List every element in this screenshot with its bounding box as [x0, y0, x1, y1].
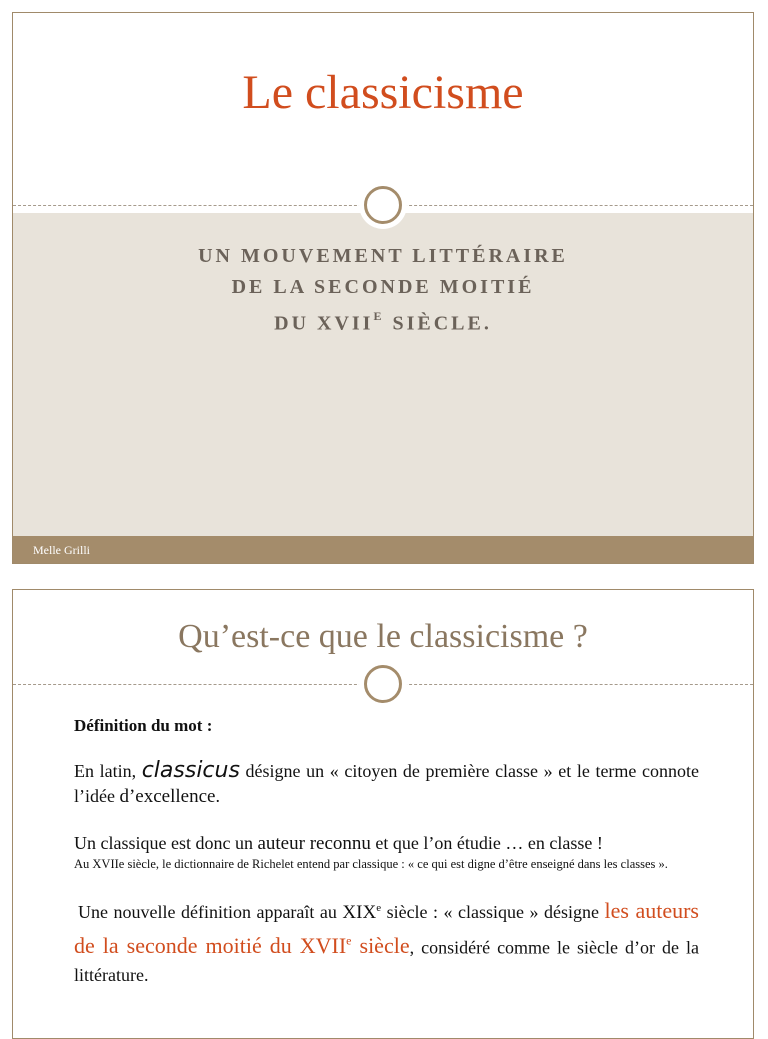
subtitle-line: UN MOUVEMENT LITTÉRAIRE [198, 245, 568, 267]
circle-ornament-icon [359, 181, 407, 229]
slide-subtitle [13, 241, 753, 340]
slide-body [74, 716, 699, 989]
definition-heading: Définition du mot : [74, 716, 213, 735]
subtitle-line: DE LA SECONDE MOITIÉ [231, 276, 535, 298]
paragraph-latin: En latin, classicus désigne un « citoyen de première classe » et le terme connote l’idée d’excellence. [74, 758, 699, 807]
paragraph-nouvelle-definition: Une nouvelle définition apparaît au XIXe siècle : « classique » désigne les auteurs de la seconde moitié du XVIIe siècle, considéré comme le siècle d’or de la littérature. [74, 898, 699, 986]
title-slide [12, 12, 754, 564]
subtitle-line: DU $XVII^E$ SIÈCLE. [274, 309, 492, 335]
content-slide [12, 589, 754, 1039]
paragraph-classique: Un classique est donc un auteur reconnu et que l’on étudie … en classe ! [74, 833, 603, 854]
footer-bar [13, 536, 753, 564]
slide-title: Le classicisme [242, 66, 524, 119]
highlight-auteurs: les auteurs de la seconde moitié du XVIIe siècle [74, 898, 699, 959]
richelet-note: Au XVIIe siècle, le dictionnaire de Richelet entend par classique : « ce qui est digne d’être enseigné dans les classes ». [74, 857, 668, 871]
footer-author: Melle Grilli [33, 543, 90, 557]
circle-ornament-icon [359, 660, 407, 708]
slide-title: Qu’est-ce que le classicisme ? [178, 618, 588, 655]
